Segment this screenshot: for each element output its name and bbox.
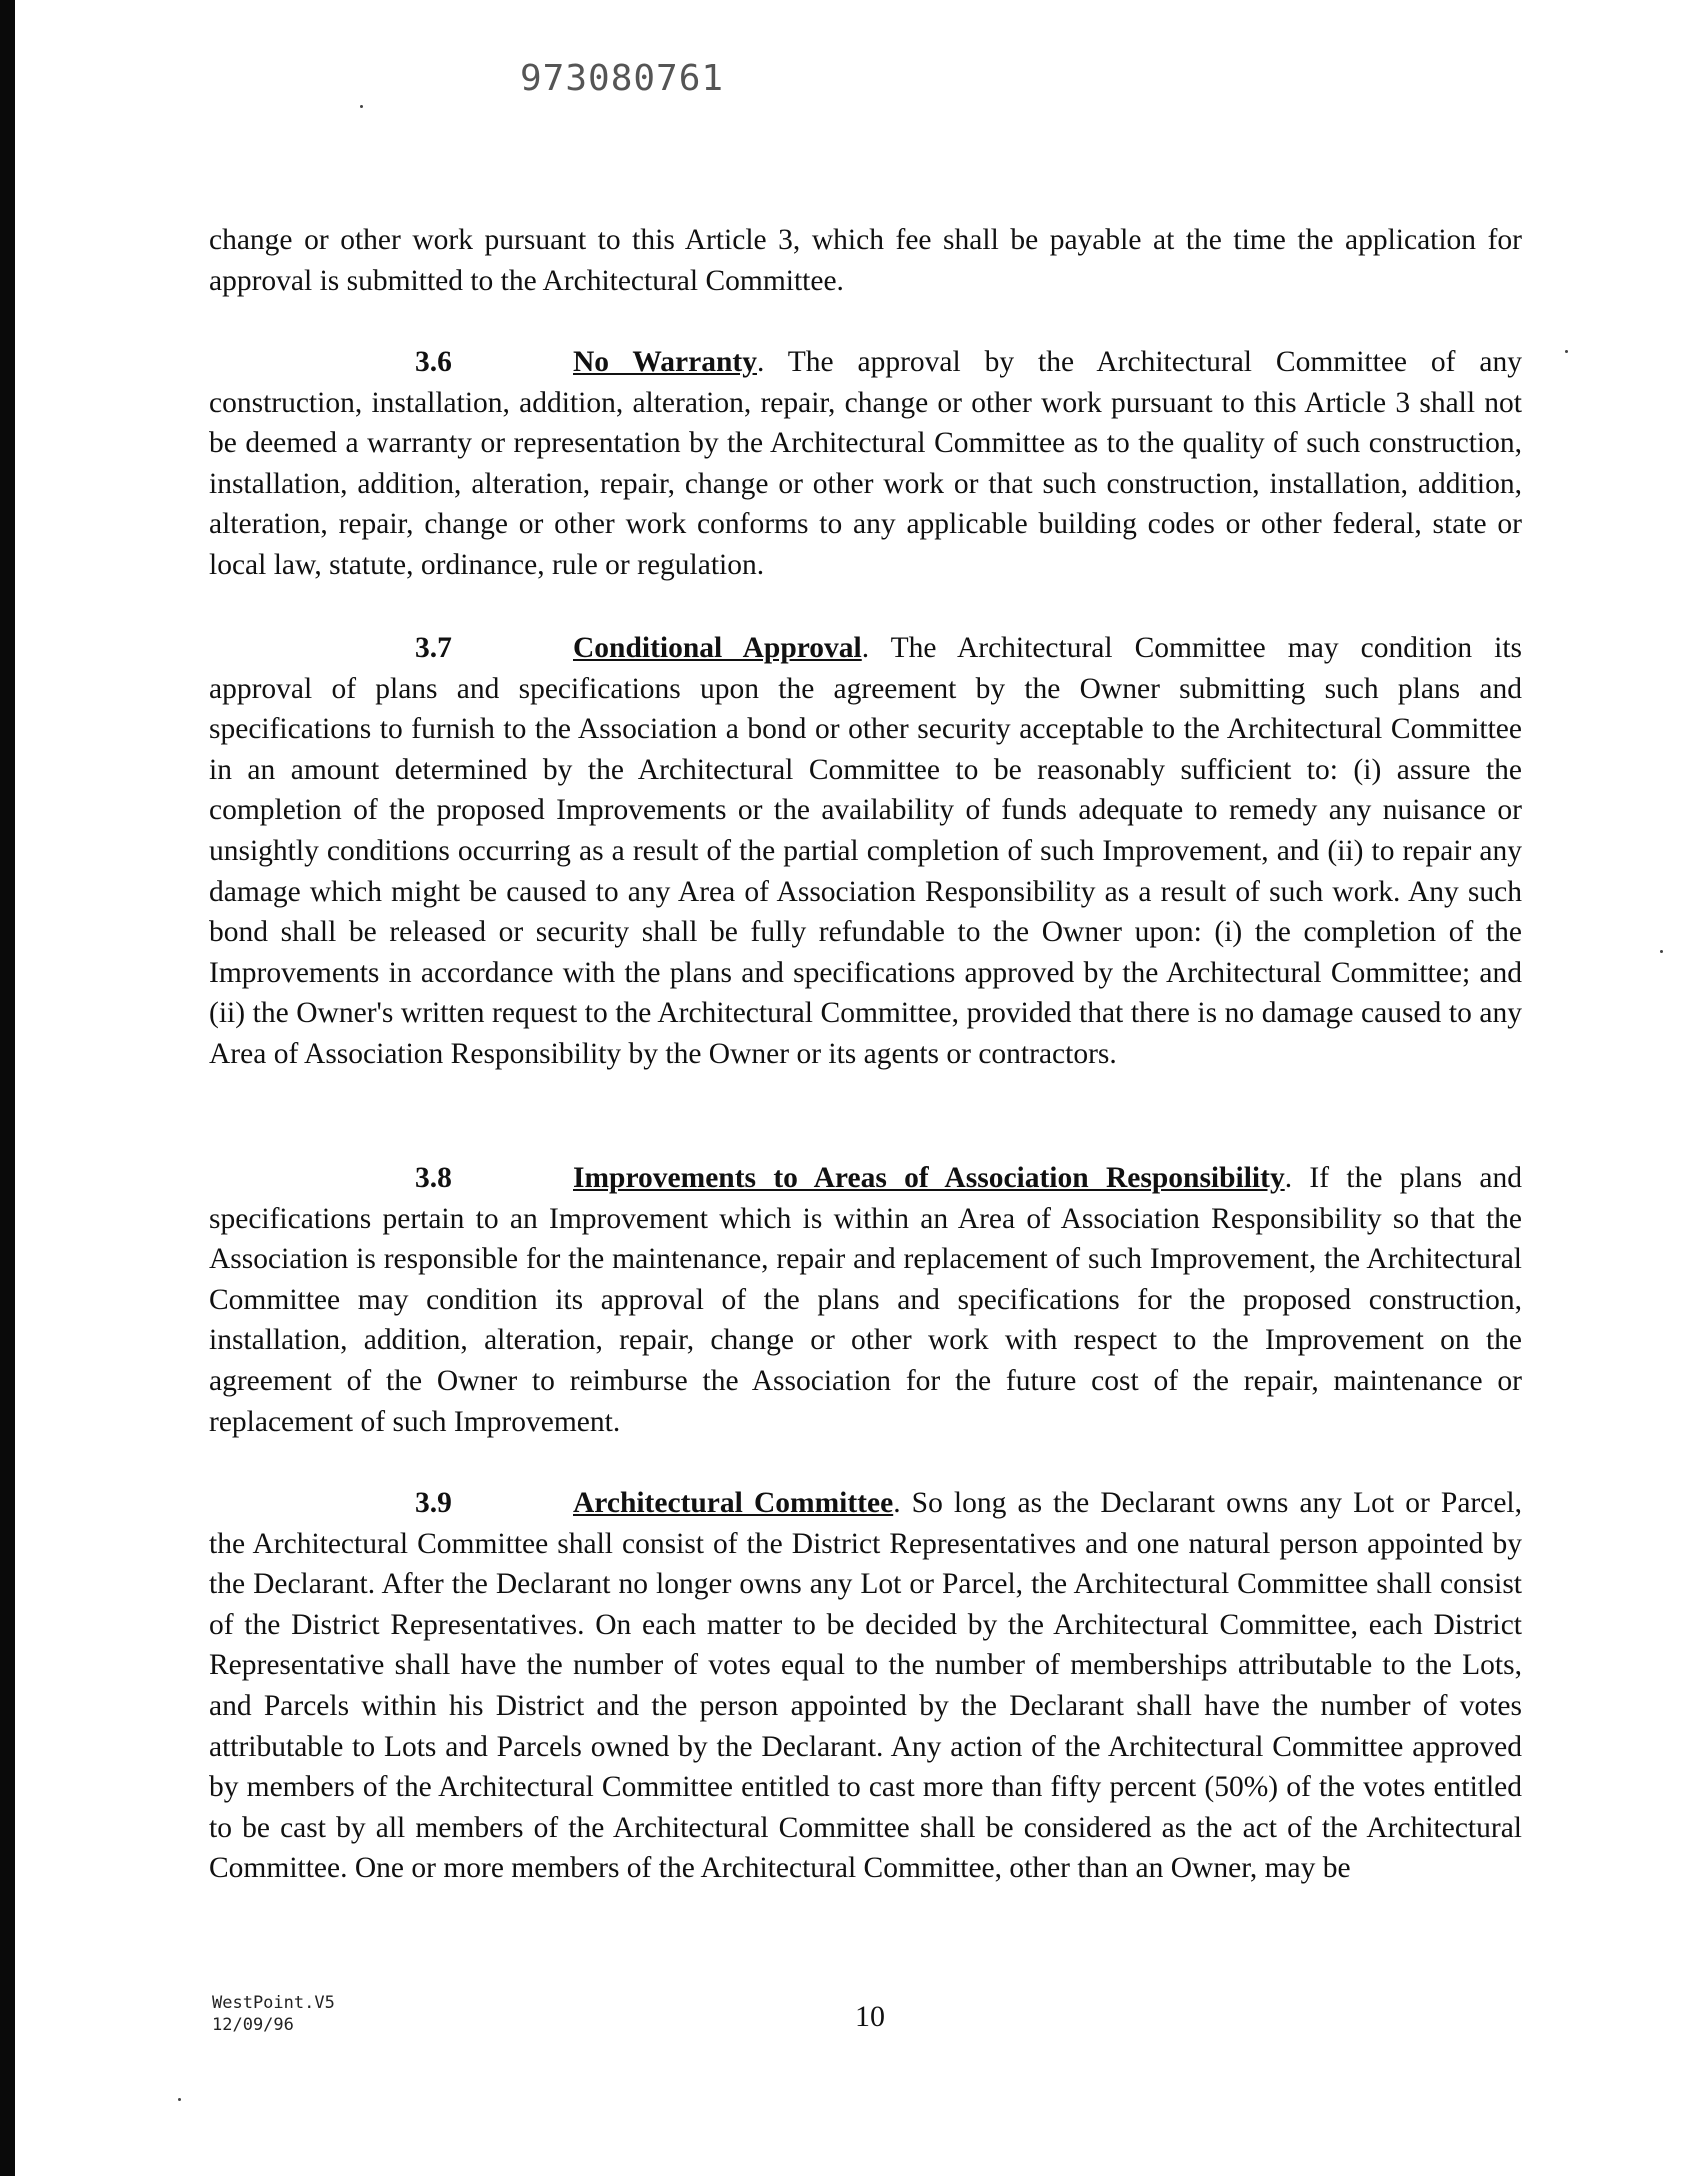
footer-file-name: WestPoint.V5 <box>212 1993 335 2013</box>
scan-speck <box>360 105 363 108</box>
section-heading: No Warranty <box>573 346 757 378</box>
section-text: . If the plans and specifications pertain to an Improvement which is within an Area of Association Responsibility so that the Association is responsible for the maintenance, repair and replacement of such Improvement, the Architectural Committee may condition its approval of the plans and specifications for the proposed construction, installation, addition, alteration, repair, change or other work with respect to the Improvement on the agreement of the Owner to reimburse the Association for the future cost of the repair, maintenance or replacement of such Improvement. <box>209 1162 1522 1438</box>
section-3-6 <box>209 342 1522 586</box>
section-3-8 <box>209 1158 1522 1442</box>
scan-edge <box>0 0 15 2176</box>
footer-file-info <box>212 1992 335 2036</box>
section-heading: Improvements to Areas of Association Responsibility <box>573 1162 1285 1194</box>
scan-speck <box>178 2098 181 2101</box>
scan-speck <box>1565 350 1568 353</box>
section-text: . So long as the Declarant owns any Lot or Parcel, the Architectural Committee shall consist of the District Representatives and one natural person appointed by the Declarant. After the Declarant no longer owns any Lot or Parcel, the Architectural Committee shall consist of the District Representatives. On each matter to be decided by the Architectural Committee, each District Representative shall have the number of votes equal to the number of memberships attributable to the Lots, and Parcels within his District and the person appointed by the Declarant shall have the number of votes attributable to Lots and Parcels owned by the Declarant. Any action of the Architectural Committee approved by members of the Architectural Committee entitled to cast more than fifty percent (50%) of the votes entitled to be cast by all members of the Architectural Committee shall be considered as the act of the Architectural Committee. One or more members of the Architectural Committee, other than an Owner, may be <box>209 1487 1523 1885</box>
footer-date: 12/09/96 <box>212 2015 294 2035</box>
section-number: 3.6 <box>415 346 452 378</box>
section-heading: Architectural Committee <box>573 1487 894 1519</box>
section-number: 3.8 <box>415 1162 452 1194</box>
page-number: 10 <box>855 2000 885 2033</box>
section-number: 3.9 <box>415 1487 452 1519</box>
intro-paragraph <box>209 220 1522 301</box>
section-text: . The Architectural Committee may condition its approval of plans and specifications upon the agreement by the Owner submitting such plans and specifications to furnish to the Association a bond or other security acceptable to the Architectural Committee in an amount determined by the Architectural Committee to be reasonably sufficient to: (i) assure the completion of the proposed Improvements or the availability of funds adequate to remedy any nuisance or unsightly conditions occurring as a result of the partial completion of such Improvement, and (ii) to repair any damage which might be caused to any Area of Association Responsibility as a result of such work. Any such bond shall be released or security shall be fully refundable to the Owner upon: (i) the completion of the Improvements in accordance with the plans and specifications approved by the Architectural Committee; and (ii) the Owner's written request to the Architectural Committee, provided that there is no damage caused to any Area of Association Responsibility by the Owner or its agents or contractors. <box>209 632 1522 1070</box>
section-number: 3.7 <box>415 632 452 664</box>
document-number: 973080761 <box>520 58 725 99</box>
section-3-7 <box>209 628 1522 1075</box>
scan-speck <box>1660 950 1663 953</box>
section-3-9 <box>209 1483 1522 1889</box>
section-text: . The approval by the Architectural Committee of any construction, installation, addition, alteration, repair, change or other work pursuant to this Article 3 shall not be deemed a warranty or representation by the Architectural Committee as to the quality of such construction, installation, addition, alteration, repair, change or other work or that such construction, installation, addition, alteration, repair, change or other work conforms to any applicable building codes or other federal, state or local law, statute, ordinance, rule or regulation. <box>209 346 1522 581</box>
section-heading: Conditional Approval <box>573 632 862 664</box>
intro-text: change or other work pursuant to this Article 3, which fee shall be payable at the time the application for approval is submitted to the Architectural Committee. <box>209 224 1522 297</box>
